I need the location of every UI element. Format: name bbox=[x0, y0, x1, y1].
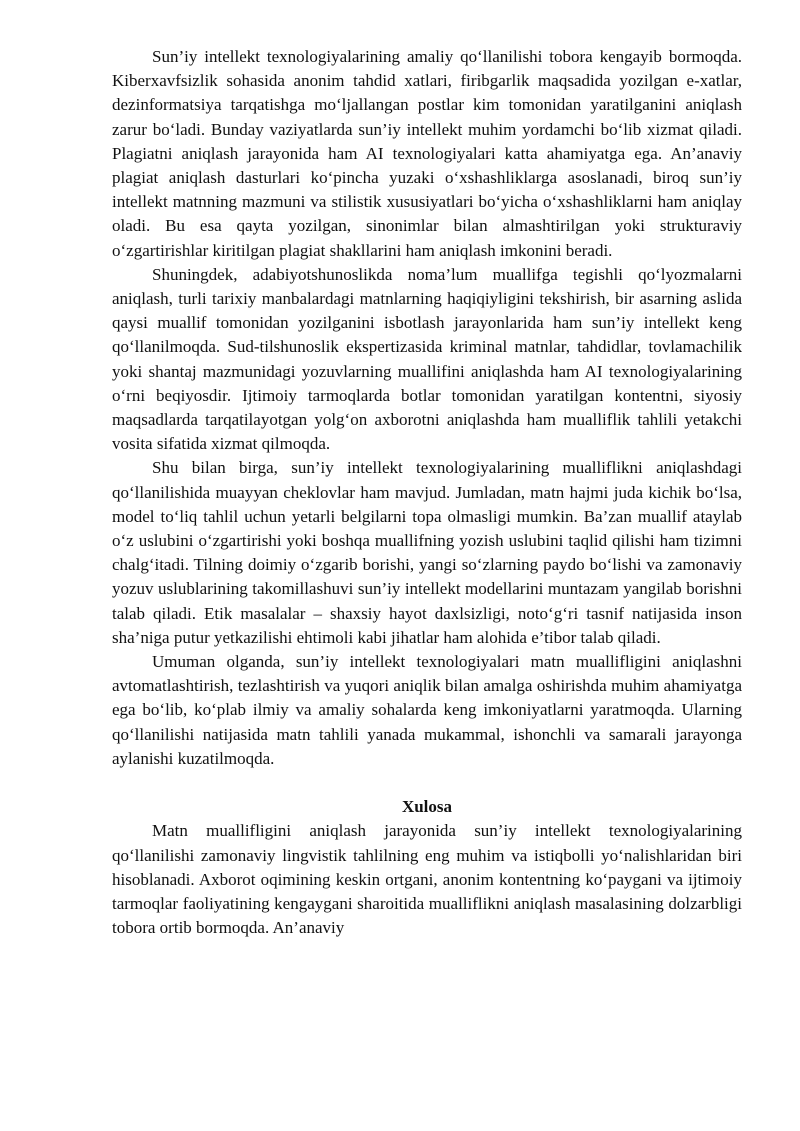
paragraph-literary-forensic: Shuningdek, adabiyotshunoslikda noma’lum muallifga tegishli qo‘lyozmalarni aniqlash, turli tarixiy manbalardagi matnlarning haqiqiyligini tekshirish, bir asarning aslida qaysi muallif tomonidan yozilganini isbotlash jarayonlarida ham sun’iy intellekt keng qo‘llanilmoqda. Sud-tilshunoslik ekspertizasida kriminal matnlar, tahdidlar, tovlamachilik yoki shantaj mazmunidagi yozuvlarning muallifini aniqlashda ham AI texnologiyalarining o‘rni beqiyosdir. Ijtimoiy tarmoqlarda botlar tomonidan yaratilgan kontentni, siyosiy maqsadlarda tarqatilayotgan yolg‘on axborotni aniqlashda ham mualliflik tahlili yetakchi vosita sifatida xizmat qilmoqda. bbox=[112, 264, 742, 454]
paragraph-ai-applications: Sun’iy intellekt texnologiyalarining amaliy qo‘llanilishi tobora kengayib bormoqda. Kiberxavfsizlik sohasida anonim tahdid xatlari, firibgarlik maqsadida yozilgan e-xatlar, dezinformatsiya tarqatishga mo‘ljallangan postlar kim tomonidan yaratilganini aniqlash zarur bo‘ladi. Bunday vaziyatlarda sun’iy intellekt muhim yordamchi bo‘lib xizmat qiladi. Plagiatni aniqlash jarayonida ham AI texnologiyalari katta ahamiyatga ega. An’anaviy plagiat aniqlash dasturlari ko‘pincha yuzaki o‘xshashliklarga asoslanadi, biroq sun’iy intellekt matnning mazmuni va stilistik xususiyatlari bo‘yicha o‘xshashliklarni ham aniqlay oladi. Bu esa qayta yozilgan, sinonimlar bilan almashtirilgan yoki strukturaviy o‘zgartirishlar kiritilgan plagiat shakllarini ham aniqlash imkonini beradi. bbox=[112, 47, 742, 260]
paragraph-summary: Umuman olganda, sun’iy intellekt texnologiyalari matn muallifligini aniqlashni avtomatlashtirish, tezlashtirish va yuqori aniqlik bilan amalga oshirishda muhim ahamiyatga ega bo‘lib, ko‘plab ilmiy va amaliy sohalarda keng imkoniyatlarni yaratmoqda. Ularning qo‘llanilishi natijasida matn tahlili yanada mukammal, ishonchli va samarali jarayonga aylanishi kuzatilmoqda. bbox=[112, 652, 742, 768]
paragraph-conclusion: Matn muallifligini aniqlash jarayonida sun’iy intellekt texnologiyalarining qo‘llanilishi zamonaviy lingvistik tahlilning eng muhim va istiqbolli yo‘nalishlaridan biri hisoblanadi. Axborot oqimining keskin ortgani, anonim kontentning ko‘paygani va ijtimoiy tarmoqlar faoliyatining kengaygani sharoitida mualliflikni aniqlash masalasining dolzarbligi tobora ortib bormoqda. An’anaviy bbox=[112, 821, 742, 938]
section-heading-conclusion: Xulosa bbox=[401, 797, 453, 817]
document-page bbox=[112, 45, 742, 940]
paragraph-limitations: Shu bilan birga, sun’iy intellekt texnologiyalarining mualliflikni aniqlashdagi qo‘llanilishida muayyan cheklovlar ham mavjud. Jumladan, matn hajmi juda kichik bo‘lsa, model to‘liq tahlil uchun yetarli belgilarni topa olmasligi mumkin. Ba’zan muallif ataylab o‘z uslubini o‘zgartirishi yoki boshqa muallifning yozish uslubini taqlid qilishi ham tizimni chalg‘itadi. Tilning doimiy o‘zgarib borishi, yangi so‘zlarning paydo bo‘lishi va zamonaviy yozuv uslublarining takomillashuvi sun’iy intellekt modellarini muntazam yangilab borishni talab qiladi. Etik masalalar – shaxsiy hayot daxlsizligi, noto‘g‘ri tasnif natijasida inson sha’niga putur yetkazilishi ehtimoli kabi jihatlar ham alohida e’tibor talab qiladi. bbox=[112, 458, 742, 647]
